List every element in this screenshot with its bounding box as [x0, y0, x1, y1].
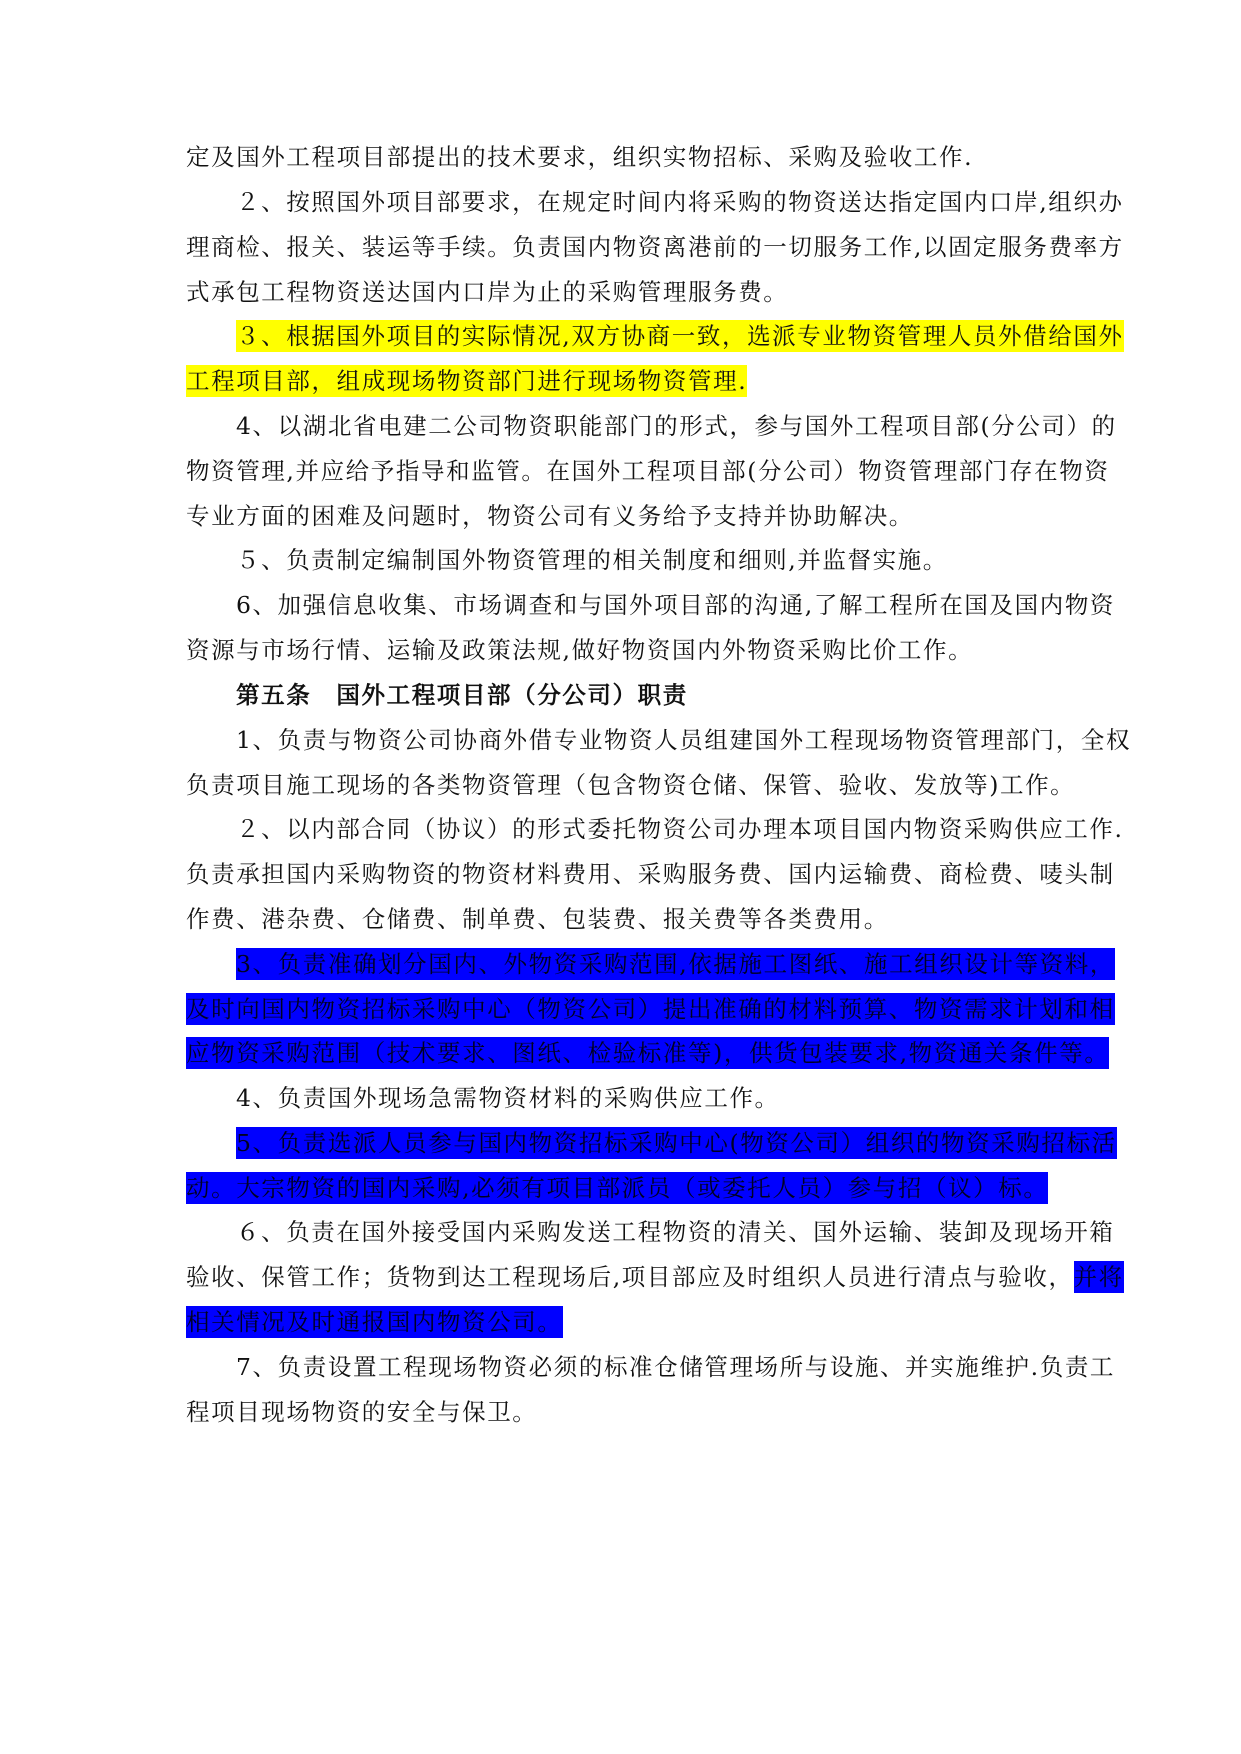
highlighted-line: 3、负责准确划分国内、外物资采购范围,依据施工图纸、施工组织设计等资料， — [236, 950, 1116, 978]
paragraph-line: 定及国外工程项目部提出的技术要求，组织实物招标、采购及验收工作. — [186, 143, 974, 171]
paragraph-line: ６、负责在国外接受国内采购发送工程物资的清关、国外运输、装卸及现场开箱 — [236, 1218, 1115, 1246]
highlighted-line: 动。大宗物资的国内采购,必须有项目部派员（或委托人员）参与招（议）标。 — [186, 1174, 1049, 1202]
paragraph-line: 负责项目施工现场的各类物资管理（包含物资仓储、保管、验收、发放等)工作。 — [186, 771, 1076, 799]
paragraph-line: 式承包工程物资送达国内口岸为止的采购管理服务费。 — [186, 278, 789, 306]
paragraph-line: 验收、保管工作；货物到达工程现场后,项目部应及时组织人员进行清点与验收，并将 — [186, 1263, 1124, 1291]
highlighted-line: 及时向国内物资招标采购中心（物资公司）提出准确的材料预算、物资需求计划和相 — [186, 995, 1115, 1023]
highlighted-line: 相关情况及时通报国内物资公司。 — [186, 1308, 563, 1336]
paragraph-line: ２、以内部合同（协议）的形式委托物资公司办理本项目国内物资采购供应工作. — [236, 815, 1124, 843]
paragraph-line: 6、加强信息收集、市场调查和与国外项目部的沟通,了解工程所在国及国内物资 — [236, 591, 1116, 619]
paragraph-line: 7、负责设置工程现场物资必须的标准仓储管理场所与设施、并实施维护.负责工 — [236, 1353, 1116, 1381]
section-heading: 第五条 国外工程项目部（分公司）职责 — [236, 681, 688, 709]
highlighted-fragment: 并将 — [1073, 1263, 1124, 1291]
paragraph-line: 4、以湖北省电建二公司物资职能部门的形式，参与国外工程项目部(分公司）的 — [236, 412, 1117, 440]
paragraph-line: 程项目现场物资的安全与保卫。 — [186, 1398, 538, 1426]
paragraph-line: 资源与市场行情、运输及政策法规,做好物资国内外物资采购比价工作。 — [186, 636, 974, 664]
paragraph-line: ２、按照国外项目部要求，在规定时间内将采购的物资送达指定国内口岸,组织办 — [236, 188, 1124, 216]
highlighted-line: 应物资采购范围（技术要求、图纸、检验标准等)，供货包装要求,物资通关条件等。 — [186, 1039, 1110, 1067]
paragraph-line: 物资管理,并应给予指导和监管。在国外工程项目部(分公司）物资管理部门存在物资 — [186, 457, 1110, 485]
paragraph-line: ５、负责制定编制国外物资管理的相关制度和细则,并监督实施。 — [236, 546, 948, 574]
paragraph-line: 理商检、报关、装运等手续。负责国内物资离港前的一切服务工作,以固定服务费率方 — [186, 233, 1124, 261]
highlighted-line: ３、根据国外项目的实际情况,双方协商一致，选派专业物资管理人员外借给国外 — [236, 322, 1124, 350]
paragraph-line: 专业方面的困难及问题时，物资公司有义务给予支持并协助解决。 — [186, 502, 914, 530]
highlighted-line: 工程项目部，组成现场物资部门进行现场物资管理. — [186, 367, 748, 395]
paragraph-line: 负责承担国内采购物资的物资材料费用、采购服务费、国内运输费、商检费、唛头制 — [186, 860, 1115, 888]
paragraph-line: 4、负责国外现场急需物资材料的采购供应工作。 — [236, 1084, 780, 1112]
highlighted-line: 5、负责选派人员参与国内物资招标采购中心(物资公司）组织的物资采购招标活 — [236, 1129, 1117, 1157]
paragraph-line: 1、负责与物资公司协商外借专业物资人员组建国外工程现场物资管理部门，全权 — [236, 726, 1132, 754]
paragraph-line: 作费、港杂费、仓储费、制单费、包装费、报关费等各类费用。 — [186, 905, 889, 933]
